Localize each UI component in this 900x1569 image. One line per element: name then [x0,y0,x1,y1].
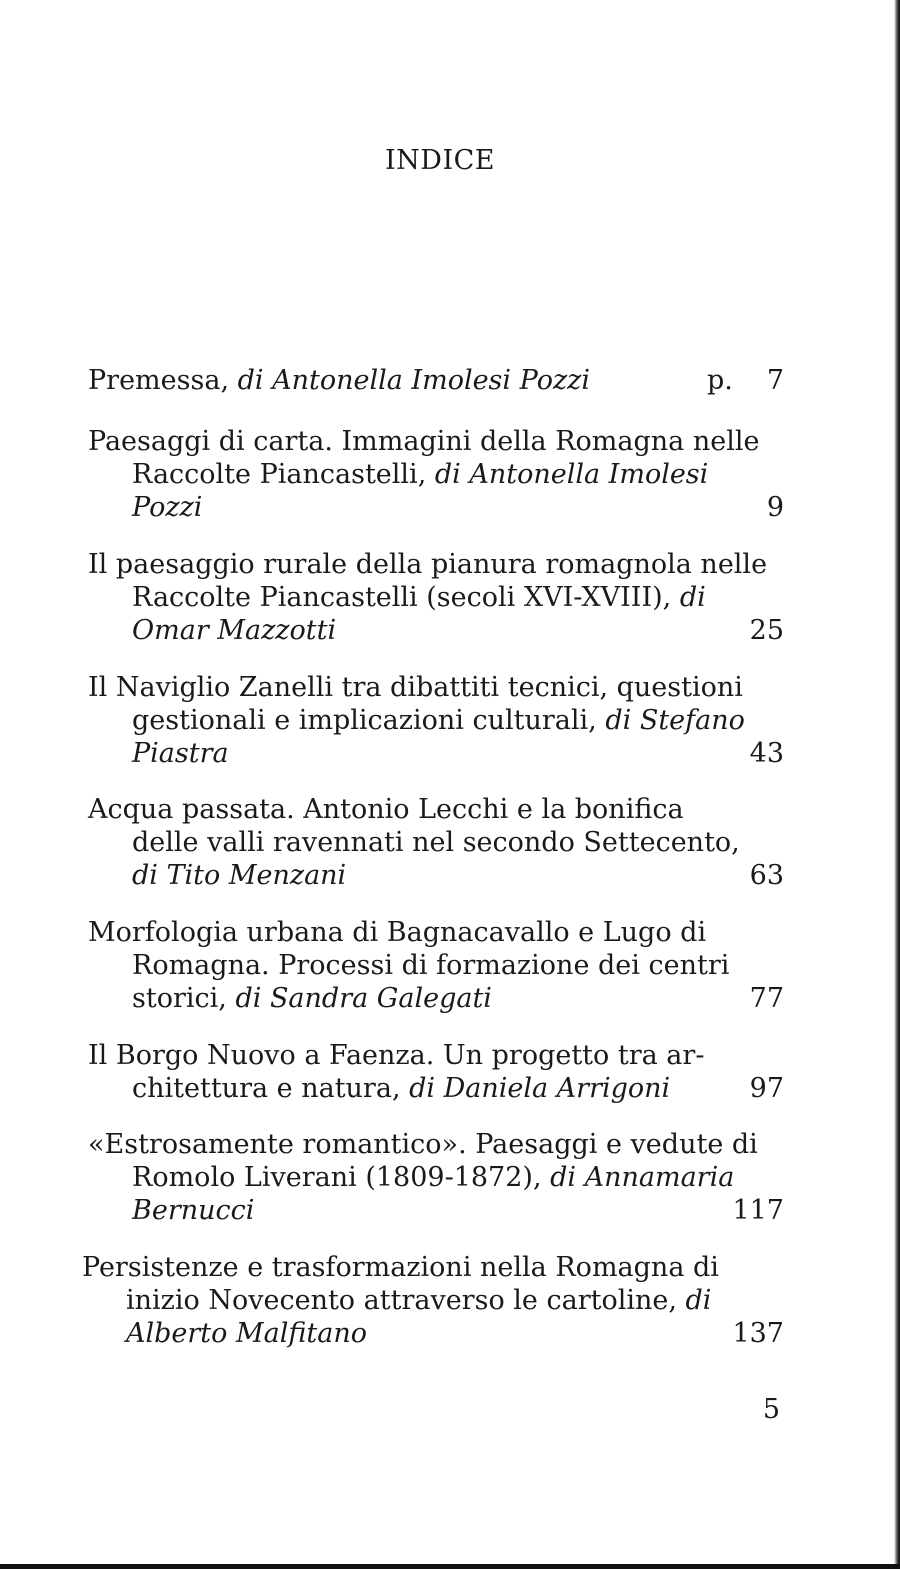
toc-page-number: 43 [749,738,784,769]
toc-entry-naviglio-zanelli [88,671,745,770]
toc-entry-line: Romolo Liverani (1809-1872), di Annamaria [132,1162,735,1193]
toc-entry-line: Romagna. Processi di formazione dei centri [132,950,730,981]
toc-entry-author: di Tito Menzani [132,860,347,891]
toc-entry-persistenze [82,1251,719,1350]
toc-page-number: 25 [749,615,784,646]
toc-page-number: 117 [732,1195,784,1226]
toc-entry-line: Paesaggi di carta. Immagini della Romagna nelle [88,426,760,457]
toc-entry-line: Il Borgo Nuovo a Faenza. Un progetto tra ar- [88,1040,705,1071]
toc-entry-author: Piastra [132,738,229,769]
toc-entry-author: di Antonella Imolesi Pozzi [237,365,591,396]
toc-entry-line: Premessa, di Antonella Imolesi Pozzi [88,365,591,396]
toc-page-number: 137 [732,1318,784,1349]
toc-page-number: 63 [749,860,784,891]
toc-entry-author: Bernucci [132,1195,255,1226]
page-title: INDICE [385,145,495,176]
toc-entry-author: di [685,1285,712,1316]
toc-entry-author: di Annamaria [550,1162,735,1193]
toc-entry-acqua-passata [88,793,740,892]
toc-entry-line: delle valli ravennati nel secondo Settecento, [132,827,740,858]
toc-page-number: 9 [766,492,784,523]
toc-entry-line: Il Naviglio Zanelli tra dibattiti tecnici, questioni [88,672,743,703]
toc-entry-line: Raccolte Piancastelli (secoli XVI-XVIII), di [132,582,706,613]
page-prefix: p. [707,365,733,396]
scan-edge-right [894,0,900,1569]
toc-entry-morfologia-urbana [88,916,730,1015]
toc-entry-author: di Antonella Imolesi [434,459,709,490]
toc-entry-borgo-nuovo [88,1039,705,1105]
toc-entry-author: Pozzi [132,492,203,523]
toc-entry-paesaggi-di-carta [88,425,760,524]
toc-entry-line: Persistenze e trasformazioni nella Romagna di [82,1252,719,1283]
toc-entry-premessa [88,364,648,397]
toc-entry-author: di Sandra Galegati [235,983,492,1014]
page-folio: 5 [762,1394,780,1425]
toc-entry-line: gestionali e implicazioni culturali, di Stefano [132,705,745,736]
toc-entry-author: di Daniela Arrigoni [409,1073,671,1104]
toc-entry-line: «Estrosamente romantico». Paesaggi e vedute di [88,1129,758,1160]
toc-entry-author: di Stefano [605,705,745,736]
toc-entry-line: Morfologia urbana di Bagnacavallo e Lugo di [88,917,707,948]
toc-entry-line: inizio Novecento attraverso le cartoline, di [126,1285,712,1316]
toc-entry-line: Il paesaggio rurale della pianura romagnola nelle [88,549,768,580]
toc-entry-line: Acqua passata. Antonio Lecchi e la bonifica [88,794,684,825]
toc-entry-author: Alberto Malfitano [126,1318,367,1349]
toc-page-number: 97 [749,1073,784,1104]
toc-page-number: 7 [766,365,784,396]
toc-page-number: 77 [749,983,784,1014]
toc-entry-author: di [679,582,706,613]
toc-entry-author: Omar Mazzotti [132,615,337,646]
toc-entry-line: chitettura e natura, di Daniela Arrigoni [132,1073,671,1104]
scan-edge-bottom [0,1564,900,1569]
toc-entry-line: Raccolte Piancastelli, di Antonella Imolesi [132,459,709,490]
toc-entry-line: storici, di Sandra Galegati [132,983,492,1014]
